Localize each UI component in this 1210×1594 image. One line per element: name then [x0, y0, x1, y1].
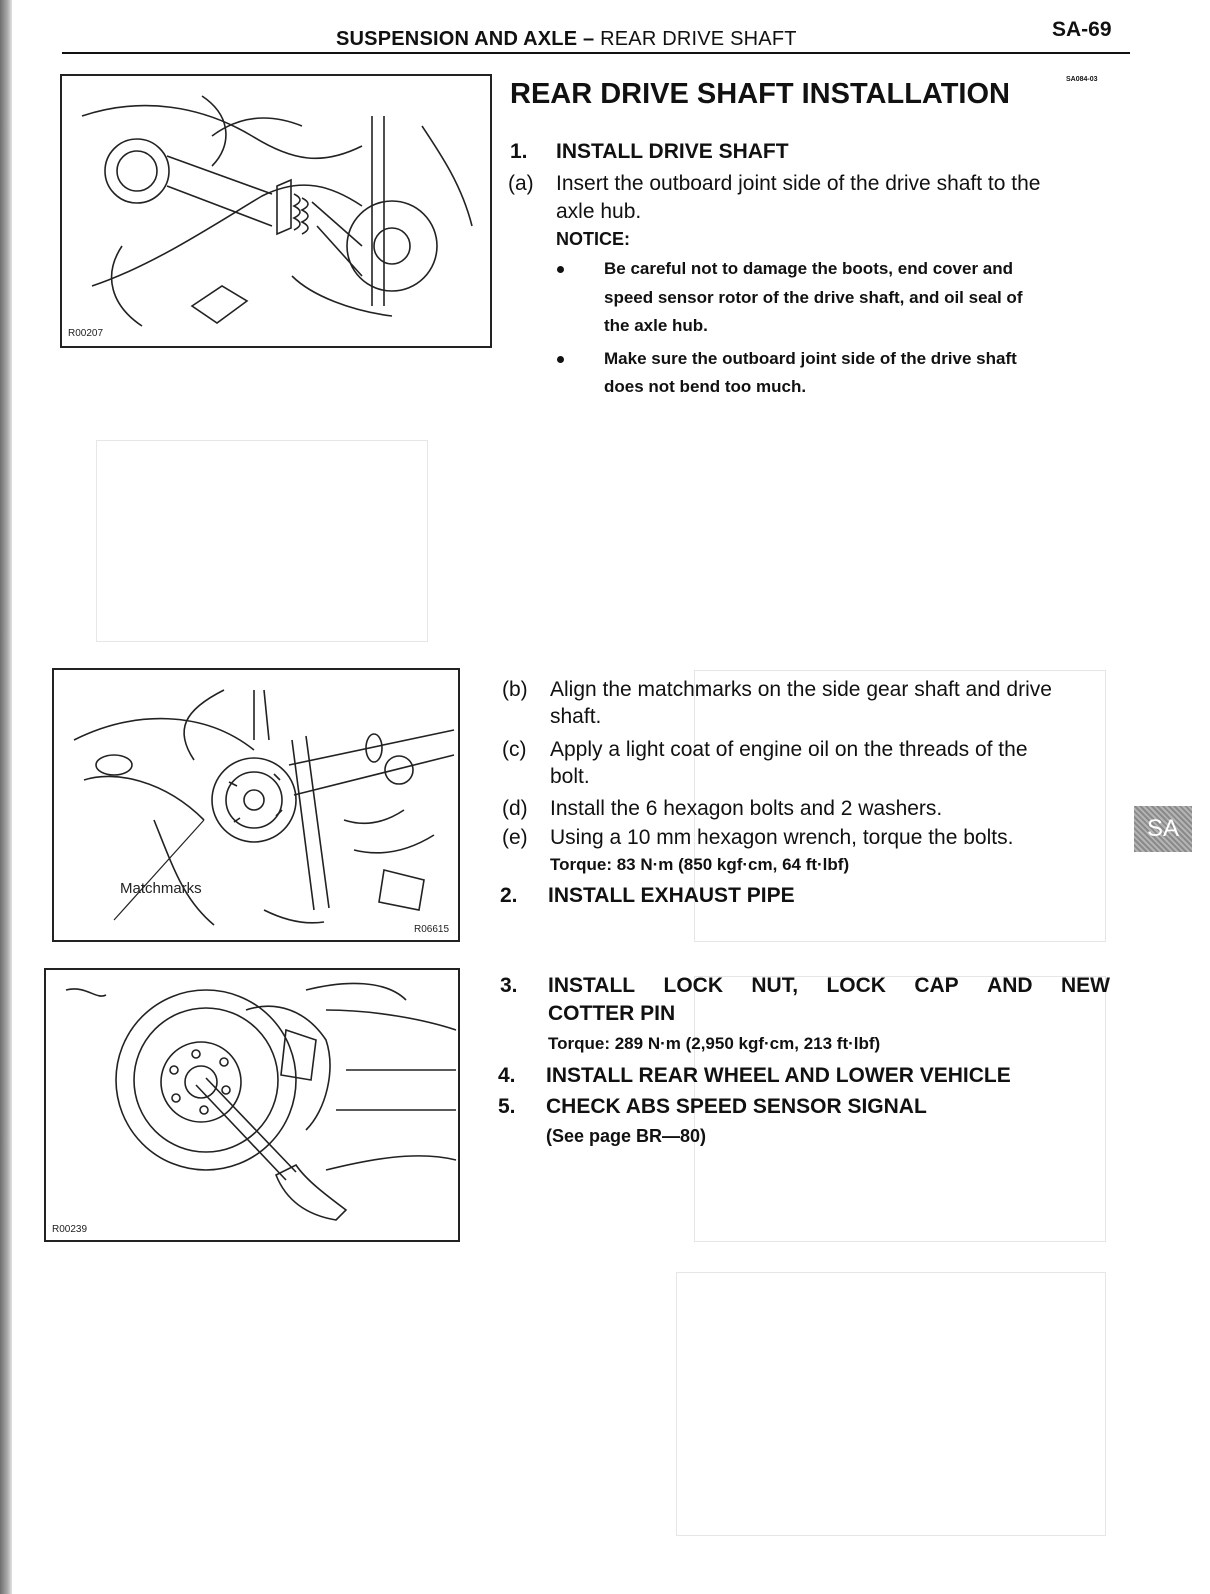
step-3-word: INSTALL — [548, 974, 636, 997]
page-spine-shadow — [0, 0, 12, 1594]
step-3-torque: Torque: 289 N·m (2,950 kgf·cm, 213 ft·lbf) — [548, 1034, 881, 1053]
matchmarks-illustration — [54, 670, 458, 940]
figure-matchmarks — [52, 668, 460, 942]
bleed-through-figure-4 — [676, 1272, 1106, 1536]
notice-1-line-2: speed sensor rotor of the drive shaft, and oil seal of — [604, 288, 1023, 307]
notice-bullet-2 — [557, 356, 564, 363]
step-b-label: (b) — [502, 678, 528, 701]
step-3-word: NUT, — [751, 974, 799, 997]
step-e-torque: Torque: 83 N·m (850 kgf·cm, 64 ft·lbf) — [550, 855, 850, 874]
step-d-line-1: Install the 6 hexagon bolts and 2 washers. — [550, 797, 943, 820]
header-separator: – — [577, 28, 601, 50]
step-1-number: 1. — [510, 140, 528, 163]
step-b-line-1: Align the matchmarks on the side gear shaft and drive — [550, 678, 1052, 701]
step-a-line-1: Insert the outboard joint side of the drive shaft to the — [556, 172, 1041, 195]
step-a-label: (a) — [508, 172, 534, 195]
step-c-line-2: bolt. — [550, 765, 590, 788]
page-header-title — [336, 28, 797, 51]
figure-drive-shaft-insertion — [60, 74, 492, 348]
step-c-label: (c) — [502, 738, 527, 761]
step-3-word: LOCK — [826, 974, 886, 997]
figure-code: R00207 — [68, 328, 104, 339]
page-number: SA-69 — [1052, 18, 1112, 41]
header-section: SUSPENSION AND AXLE — [336, 28, 578, 50]
step-c-line-1: Apply a light coat of engine oil on the threads of the — [550, 738, 1028, 761]
section-title: REAR DRIVE SHAFT INSTALLATION — [510, 78, 1010, 110]
step-3-line-2: COTTER PIN — [548, 1002, 676, 1025]
step-e-label: (e) — [502, 826, 528, 849]
header-subsection: REAR DRIVE SHAFT — [600, 28, 797, 50]
step-3-number: 3. — [500, 974, 518, 997]
step-3-line-1 — [548, 974, 1110, 998]
step-4-title: INSTALL REAR WHEEL AND LOWER VEHICLE — [546, 1064, 1011, 1087]
bleed-through-figure-1 — [96, 440, 428, 642]
notice-1-line-3: the axle hub. — [604, 316, 708, 335]
lock-nut-illustration — [46, 970, 458, 1240]
notice-bullet-1 — [557, 266, 564, 273]
step-b-line-2: shaft. — [550, 705, 602, 728]
figure-lock-nut-torque — [44, 968, 460, 1242]
step-5-title: CHECK ABS SPEED SENSOR SIGNAL — [546, 1095, 927, 1118]
figure-code: R00239 — [52, 1224, 88, 1235]
step-d-label: (d) — [502, 797, 528, 820]
step-1-title: INSTALL DRIVE SHAFT — [556, 140, 789, 163]
notice-1-line-1: Be careful not to damage the boots, end cover and — [604, 259, 1014, 278]
step-2-title: INSTALL EXHAUST PIPE — [548, 884, 795, 907]
step-3-word: NEW — [1060, 974, 1110, 997]
section-tab: SA — [1134, 806, 1192, 852]
step-5-reference: (See page BR—80) — [546, 1126, 707, 1146]
step-e-line-1: Using a 10 mm hexagon wrench, torque the bolts. — [550, 826, 1014, 849]
figure-label-matchmarks: Matchmarks — [120, 880, 202, 897]
step-3-word: CAP — [914, 974, 959, 997]
step-3-word: LOCK — [663, 974, 723, 997]
notice-2-line-1: Make sure the outboard joint side of the drive shaft — [604, 349, 1017, 368]
header-rule — [62, 52, 1130, 54]
step-3-word: AND — [987, 974, 1033, 997]
figure-code: R06615 — [414, 924, 450, 935]
step-a-line-2: axle hub. — [556, 200, 642, 223]
drive-shaft-illustration — [62, 76, 490, 346]
document-code: SA084-03 — [1066, 76, 1098, 83]
step-5-number: 5. — [498, 1095, 516, 1118]
notice-label: NOTICE: — [556, 229, 630, 249]
notice-2-line-2: does not bend too much. — [604, 377, 807, 396]
step-4-number: 4. — [498, 1064, 516, 1087]
step-2-number: 2. — [500, 884, 518, 907]
